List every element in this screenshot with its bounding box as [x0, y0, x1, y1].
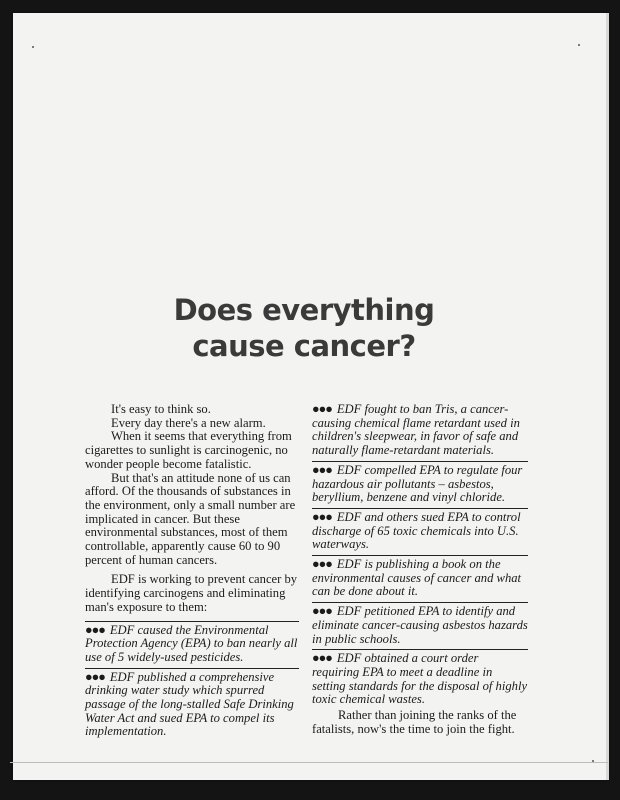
paper-speck [32, 46, 34, 48]
bullet-dots-icon: ●●● [312, 509, 332, 524]
action-item-text: EDF obtained a court order requiring EPA to meet a deadline in setting standards for the disposal of highly toxic chemical wastes. [312, 651, 528, 707]
action-item-text: EDF petitioned EPA to identify and eliminate cancer-causing asbestos hazards in public schools. [312, 604, 528, 646]
body-paragraph: It's easy to think so. [111, 402, 211, 416]
paper-speck [592, 760, 594, 762]
action-item [312, 555, 528, 599]
bullet-dots-icon: ●●● [312, 604, 332, 619]
action-item-text: EDF published a comprehensive drinking water study which spurred passage of the long-stalled Safe Drinking Water Act and sued EPA to compel its implementation. [85, 669, 294, 739]
action-item [85, 668, 299, 740]
body-paragraph: When it seems that everything from cigarettes to sunlight is carcinogenic, no wonder people become fatalistic. [85, 429, 292, 471]
action-item [85, 621, 299, 665]
body-paragraph: Every day there's a new alarm. [111, 415, 266, 430]
headline-line-2: cause cancer? [192, 329, 416, 363]
bullet-dots-icon: ●●● [85, 669, 105, 684]
headline [0, 292, 608, 364]
action-item-text: EDF compelled EPA to regulate four hazardous air pollutants – asbestos, beryllium, benzene and vinyl chloride. [312, 462, 523, 505]
action-item [312, 602, 528, 646]
paper-speck [578, 44, 580, 46]
action-item-text: EDF and others sued EPA to control discharge of 65 toxic chemicals into U.S. waterways. [312, 509, 521, 552]
paper-edge [606, 13, 609, 780]
bullet-dots-icon: ●●● [312, 462, 332, 477]
action-item-text: EDF is publishing a book on the environmental causes of cancer and what can be done about it. [312, 557, 522, 599]
action-item [312, 508, 528, 552]
bullet-dots-icon: ●●● [312, 402, 332, 416]
action-item [312, 403, 528, 458]
right-column [312, 403, 528, 736]
left-column [85, 403, 299, 739]
headline-line-1: Does everything [173, 293, 435, 327]
action-item [312, 461, 528, 505]
bullet-dots-icon: ●●● [312, 557, 332, 572]
bullet-dots-icon: ●●● [312, 651, 332, 666]
action-item [312, 649, 528, 707]
fold-line [10, 762, 608, 763]
body-paragraph: EDF is working to prevent cancer by identifying carcinogens and eliminating man's exposure to them: [85, 572, 298, 614]
closing-paragraph: Rather than joining the ranks of the fatalists, now's the time to join the fight. [312, 708, 517, 736]
body-paragraph: But that's an attitude none of us can afford. Of the thousands of substances in the environment, only a small number are implicated in cancer. But these environmental substances, most of them controllable, apparently cause 60 to 90 percent of human cancers. [85, 470, 296, 567]
action-item-text: EDF caused the Environmental Protection Agency (EPA) to ban nearly all use of 5 widely-used pesticides. [85, 622, 298, 664]
action-item-text: EDF fought to ban Tris, a cancer-causing chemical flame retardant used in children's sleepwear, in favor of safe and naturally flame-retardant materials. [312, 402, 520, 458]
bullet-dots-icon: ●●● [85, 622, 105, 637]
